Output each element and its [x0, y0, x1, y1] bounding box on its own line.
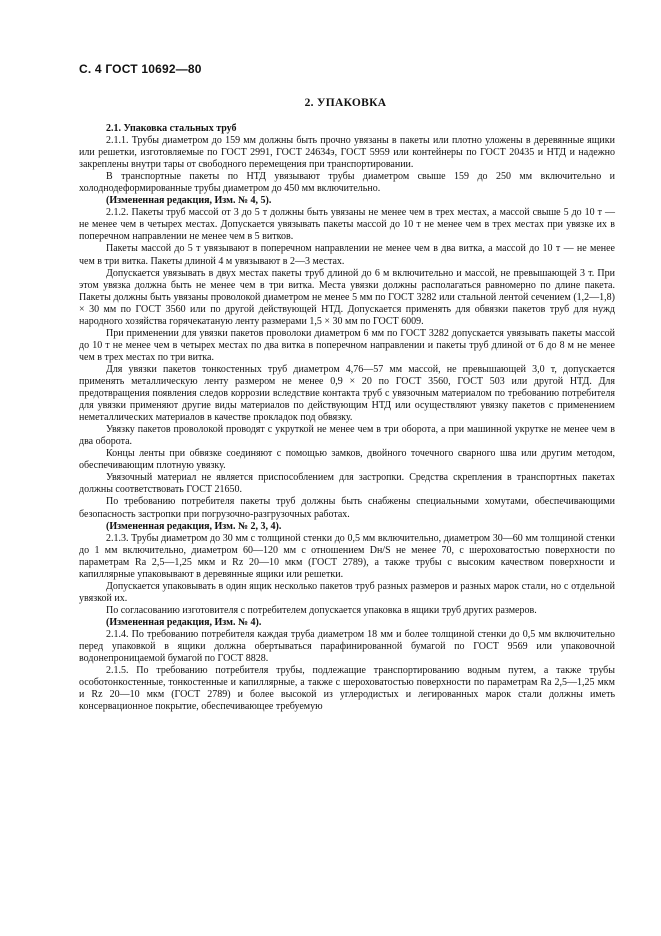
page-header: С. 4 ГОСТ 10692—80 — [79, 62, 202, 76]
paragraph: Допускается упаковывать в один ящик несколько пакетов труб разных размеров и разных марок стали, но с отдельной увязкой их. — [79, 580, 615, 604]
document-body — [79, 123, 615, 713]
amendment-note: (Измененная редакция, Изм. № 4). — [106, 616, 262, 628]
paragraph: Допускается увязывать в двух местах пакеты труб длиной до 6 м включительно и массой, не превышающей 3 т. При этом увязка должна быть не менее чем в три витка. Места увязки должны располагаться равномерно по длине пакета. Пакеты должны быть увязаны проволокой диаметром не менее 5 мм по ГОСТ 3282 или стальной лентой сечением (1,2—1,8) × 30 мм по ГОСТ 3560 или по другой действующей НТД. Допускается применять для обвязки пакетов труб для нужд народного хозяйства горячекатаную ленту размерами 1,5 × 30 мм по ГОСТ 6009. — [79, 267, 615, 327]
paragraph: Увязку пакетов проволокой проводят с укруткой не менее чем в три оборота, а при машинной укрутке не менее чем в два оборота. — [79, 424, 615, 448]
paragraph: Увязочный материал не является приспособлением для застропки. Средства скрепления в транспортных пакетах должны соответствовать ГОСТ 21650. — [79, 472, 615, 496]
amendment-note: (Измененная редакция, Изм. № 2, 3, 4). — [106, 520, 282, 532]
paragraph: 2.1.3. Трубы диаметром до 30 мм с толщиной стенки до 0,5 мм включительно, диаметром 30—60 мм толщиной стенки до 1 мм включительно, диаметром 60—120 мм с отношением Dн/S не менее 70, с шероховатостью поверхности по параметрам Ra 2,5—1,25 мкм и Rz 20—10 мкм (ГОСТ 2789), а также трубы с высоким качеством поверхности и капиллярные упаковывают в деревянные ящики или решетки. — [79, 532, 615, 580]
paragraph: 2.1.5. По требованию потребителя трубы, подлежащие транспортированию водным путем, а также трубы особотонкостенные, тонкостенные и капиллярные, а также с шероховатостью поверхности по параметрам Ra 2,5—1,25 мкм и Rz 20—10 мкм (ГОСТ 2789) и более высокой из углеродистых и легированных марок стали должны иметь консервационное покрытие, обеспечивающее требуемую — [79, 665, 615, 713]
amendment-note: (Измененная редакция, Изм. № 4, 5). — [106, 195, 272, 207]
paragraph: 2.1.2. Пакеты труб массой от 3 до 5 т должны быть увязаны не менее чем в трех местах, а массой свыше 5 до 10 т — не менее чем в четырех местах. Допускается увязывать пакеты массой до 10 т не менее чем в трех местах при увязке их в поперечном направлении не менее чем в 5 витков. — [79, 207, 615, 243]
paragraph: В транспортные пакеты по НТД увязывают трубы диаметром свыше 159 до 250 мм включительно и холоднодеформированные трубы диаметром до 450 мм включительно. — [79, 171, 615, 195]
paragraph: 2.1.1. Трубы диаметром до 159 мм должны быть прочно увязаны в пакеты или плотно уложены в деревянные ящики или решетки, изготовляемые по ГОСТ 2991, ГОСТ 24634э, ГОСТ 5959 или контейнеры по ГОСТ 20435 и НТД и надежно закреплены внутри тары от свободного перемещения при транспортировании. — [79, 135, 615, 171]
paragraph: По согласованию изготовителя с потребителем допускается упаковка в ящики труб других размеров. — [106, 604, 537, 616]
section-title: 2. УПАКОВКА — [304, 97, 387, 109]
subsection-heading: 2.1. Упаковка стальных труб — [106, 123, 237, 134]
paragraph: 2.1.4. По требованию потребителя каждая труба диаметром 18 мм и более толщиной стенки до 0,5 мм включительно перед упаковкой в ящики должна обертываться парафинированной бумагой по ГОСТ 9569 или упаковочной водонепроницаемой бумагой по ГОСТ 8828. — [79, 628, 615, 665]
paragraph: Для увязки пакетов тонкостенных труб диаметром 4,76—57 мм массой, не превышающей 3,0 т, допускается применять металлическую ленту размером не менее 0,9 × 20 по ГОСТ 3560, ГОСТ 503 или другой НТД. Для предотвращения появления следов коррозии вследствие контакта труб с увязочным материалом по требованию потребителя для увязки применяют другие виды материалов по действующим НТД или осуществляют увязку пакетов с применением неметаллических материалов в качестве прокладок под обвязку. — [79, 363, 615, 424]
paragraph: Концы ленты при обвязке соединяют с помощью замков, двойного точечного сварного шва или другим методом, обеспечивающим плотную увязку. — [79, 448, 615, 472]
paragraph: По требованию потребителя пакеты труб должны быть снабжены специальными хомутами, обеспечивающими безопасность застропки при погрузочно-разгрузочных работах. — [79, 496, 615, 520]
paragraph: Пакеты массой до 5 т увязывают в поперечном направлении не менее чем в два витка, а массой до 10 т — не менее чем в три витка. Пакеты длиной 4 м увязывают в 2—3 местах. — [79, 243, 615, 267]
paragraph: При применении для увязки пакетов проволоки диаметром 6 мм по ГОСТ 3282 допускается увязывать пакеты массой до 10 т не менее чем в четырех местах по два витка в поперечном направлении и пакеты труб длиной от 6 до 8 м не менее чем в трех местах по три витка. — [79, 327, 615, 363]
